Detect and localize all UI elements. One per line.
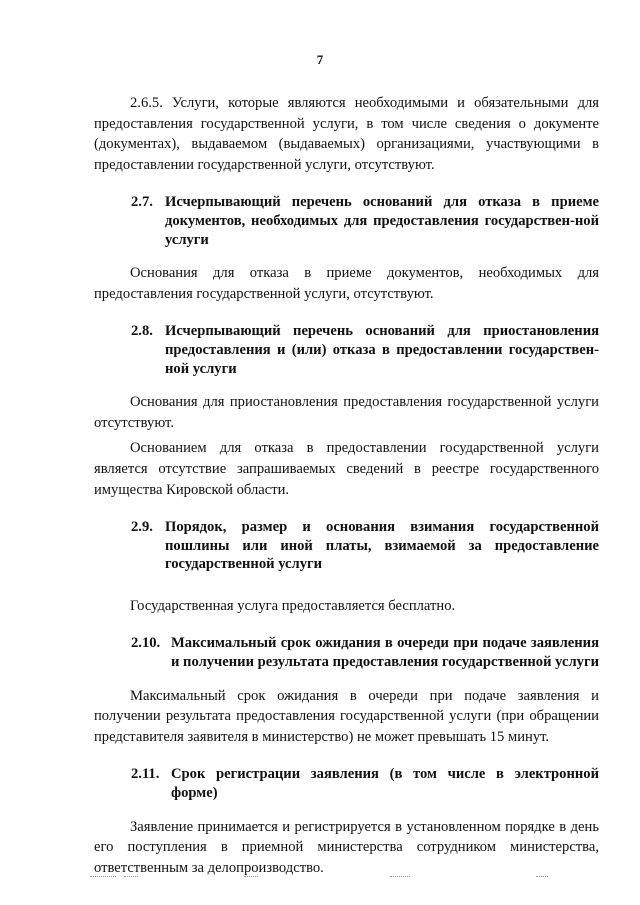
paragraph-2-8-b: Основанием для отказа в предоставлении государственной услуги является отсутствие запрашиваемых сведений в реестре государственного имущества Кировской области. [94, 440, 599, 498]
section-title: Срок регистрации заявления (в том числе в электронной форме) [171, 766, 599, 802]
section-number: 2.10. [131, 635, 161, 652]
section-number: 2.11. [131, 766, 160, 783]
paragraph-2-11: Заявление принимается и регистрируется в установленном порядке в день его поступления в приемной министерства сотрудником министерства, ответственным за делопроизводство. [94, 818, 599, 876]
section-number: 2.8. [131, 323, 153, 340]
section-title: Порядок, размер и основания взимания государственной пошлины или иной платы, взимаемой за предоставление государственной услуги [165, 519, 599, 573]
section-title: Максимальный срок ожидания в очереди при подаче заявления и получении результата предоставления государственной услуги [171, 635, 599, 671]
section-heading-2-11 [94, 765, 599, 802]
document-body [94, 93, 599, 878]
paragraph-2-8-a: Основания для приостановления предоставления государственной услуги отсутствуют. [94, 394, 599, 431]
page-number: 7 [316, 52, 324, 67]
section-number: 2.7. [131, 194, 153, 211]
section-heading-2-7 [94, 193, 599, 249]
section-title: Исчерпывающий перечень оснований для отказа в приеме документов, необходимых для предоставления государствен-ной услуги [165, 194, 599, 248]
paragraph-2-9: Государственная услуга предоставляется бесплатно. [130, 597, 456, 614]
scan-artifacts [80, 876, 560, 882]
paragraph-2-6-5: 2.6.5. Услуги, которые являются необходимыми и обязательными для предоставления государственной услуги, в том числе сведения о документе (документах), выдаваемом (выдаваемых) организациями, участвующими в предоставлении государственной услуги, отсутствуют. [94, 95, 599, 173]
paragraph-2-7: Основания для отказа в приеме документов, необходимых для предоставления государственной услуги, отсутствуют. [94, 265, 599, 302]
section-heading-2-8 [94, 322, 599, 378]
section-heading-2-10 [94, 634, 599, 671]
section-heading-2-9 [94, 518, 599, 574]
section-title: Исчерпывающий перечень оснований для приостановления предоставления и (или) отказа в предоставлении государствен-ной услуги [165, 323, 599, 377]
section-number: 2.9. [131, 519, 153, 536]
paragraph-2-10: Максимальный срок ожидания в очереди при подаче заявления и получении результата предоставления государственной услуги (при обращении представителя заявителя в министерство) не может превышать 15 минут. [94, 687, 599, 745]
